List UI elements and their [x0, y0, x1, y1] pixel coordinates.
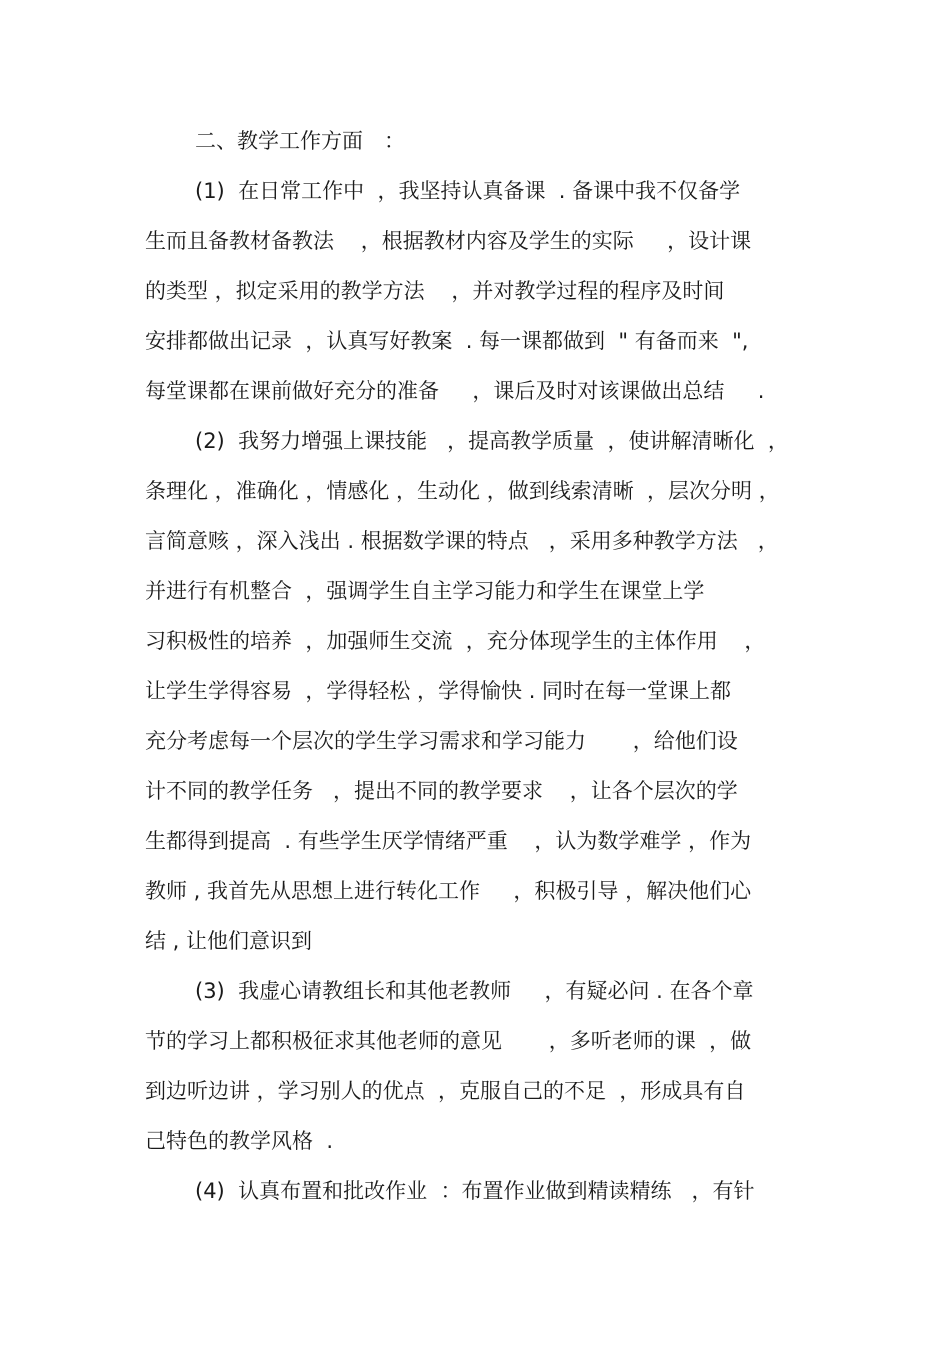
text-line: 充分考虑每一个层次的学生学习需求和学习能力 ，给他们设 — [145, 729, 738, 753]
text-line: 生都得到提高 . 有些学生厌学情绪严重 ，认为数学难学 ，作为 — [145, 829, 752, 853]
text-line: 教师 , 我首先从思想上进行转化工作 ，积极引导 ，解决他们心 — [145, 879, 752, 903]
text-line: 节的学习上都积极征求其他老师的意见 ，多听老师的课 ，做 — [145, 1029, 752, 1053]
text-line: 结 , 让他们意识到 — [145, 929, 313, 953]
text-line: 己特色的教学风格 . — [145, 1129, 334, 1153]
text-line: (2) 我努力增强上课技能 ，提高教学质量 ，使讲解清晰化 ， — [195, 429, 789, 453]
text-line: 每堂课都在课前做好充分的准备 ，课后及时对该课做出总结 . — [145, 379, 765, 403]
text-line: 的类型 ，拟定采用的教学方法 ，并对教学过程的程序及时间 — [145, 279, 725, 303]
section-heading: 二、教学工作方面 ： — [195, 129, 405, 153]
text-line: 条理化 ，准确化 ，情感化 ，生动化 ，做到线索清晰 ，层次分明 ， — [145, 479, 780, 503]
text-line: 生而且备教材备教法 ，根据教材内容及学生的实际 ，设计课 — [145, 229, 752, 253]
text-line: 到边听边讲 ，学习别人的优点 ，克服自己的不足 ，形成具有自 — [145, 1079, 746, 1103]
text-line: 让学生学得容易 ，学得轻松 ，学得愉快 . 同时在每一堂课上都 — [145, 679, 732, 703]
text-line: (1) 在日常工作中 ，我坚持认真备课 . 备课中我不仅备学 — [195, 179, 741, 203]
text-line: 言简意赅 ，深入浅出 . 根据数学课的特点 ，采用多种教学方法 ， — [145, 529, 779, 553]
text-line: 安排都做出记录 ，认真写好教案 . 每一课都做到 " 有备而来 ", — [145, 329, 749, 353]
text-line: (3) 我虚心请教组长和其他老教师 ，有疑必问 . 在各个章 — [195, 979, 754, 1003]
text-line: 并进行有机整合 ，强调学生自主学习能力和学生在课堂上学 — [145, 579, 705, 603]
text-line: 计不同的教学任务 ，提出不同的教学要求 ，让各个层次的学 — [145, 779, 738, 803]
text-line: (4) 认真布置和批改作业 ：布置作业做到精读精练 ，有针 — [195, 1179, 755, 1203]
text-line: 习积极性的培养 ，加强师生交流 ，充分体现学生的主体作用 ， — [145, 629, 766, 653]
